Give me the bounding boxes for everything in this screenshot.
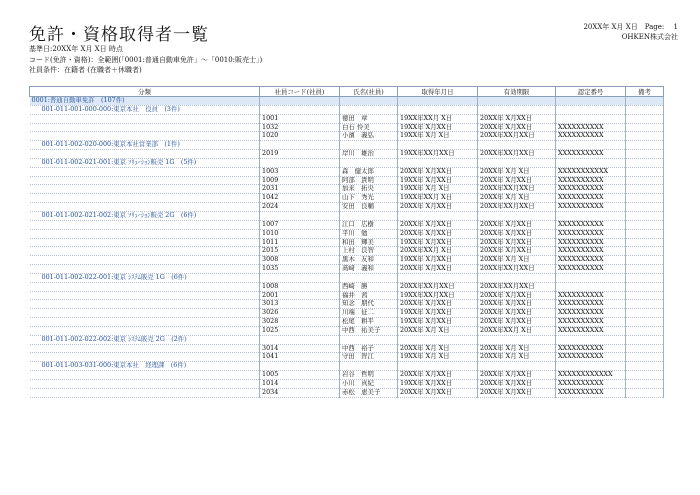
cert-number-cell: XXXXXXXXXX	[556, 194, 626, 203]
employee-code-cell: 2034	[260, 388, 340, 397]
empty-cell	[626, 335, 664, 344]
table-row	[30, 256, 664, 265]
remarks-cell	[626, 167, 664, 176]
acquired-date-cell: 20XX年 X月 X日	[398, 344, 478, 353]
expiry-date-cell: 20XX年 X月XX日	[478, 388, 556, 397]
empty-cell	[478, 335, 556, 344]
empty-cell	[626, 158, 664, 167]
employee-code-cell: 2019	[260, 150, 340, 159]
remarks-cell	[626, 256, 664, 265]
category-cell	[30, 132, 260, 141]
acquired-date-cell: 20XX年 X月 X日	[398, 326, 478, 335]
acquired-date-cell: 20XX年 X月XX日	[398, 300, 478, 309]
empty-cell	[340, 211, 398, 220]
expiry-date-cell: 20XX年 X月XX日	[478, 176, 556, 185]
category-cell	[30, 256, 260, 265]
category-cell	[30, 123, 260, 132]
cert-number-cell: XXXXXXXXXX	[556, 203, 626, 212]
employee-name-cell: 髙﨑 義和	[340, 265, 398, 274]
acquired-date-cell: 19XX年 X月XX日	[398, 380, 478, 389]
table-row	[30, 326, 664, 335]
category-cell	[30, 220, 260, 229]
empty-cell	[626, 141, 664, 150]
expiry-date-cell: 20XX年 X月 X日	[478, 167, 556, 176]
expiry-date-cell: 20XX年 X月 X日	[478, 353, 556, 362]
page-info	[583, 22, 678, 42]
expiry-date-cell: 20XX年 X月XX日	[478, 238, 556, 247]
employee-code-cell: 3014	[260, 344, 340, 353]
empty-cell	[556, 141, 626, 150]
remarks-cell	[626, 371, 664, 380]
group-row	[30, 97, 664, 106]
table-row	[30, 291, 664, 300]
cert-number-cell: XXXXXXXXXX	[556, 123, 626, 132]
category-cell	[30, 380, 260, 389]
remarks-cell	[626, 150, 664, 159]
empty-cell	[478, 97, 556, 106]
cert-number-cell: XXXXXXXXXX	[556, 300, 626, 309]
remarks-cell	[626, 265, 664, 274]
empty-cell	[260, 211, 340, 220]
cert-number-cell: XXXXXXXXXX	[556, 247, 626, 256]
category-cell	[30, 203, 260, 212]
empty-cell	[340, 335, 398, 344]
empty-cell	[340, 273, 398, 282]
expiry-date-cell: 20XX年XX月XX日	[478, 265, 556, 274]
table-row	[30, 229, 664, 238]
expiry-date-cell: 20XX年 X月XX日	[478, 300, 556, 309]
employee-code-cell: 1011	[260, 238, 340, 247]
acquired-date-cell: 19XX年XX月XX日	[398, 291, 478, 300]
remarks-cell	[626, 185, 664, 194]
employee-name-cell: 山下 秀光	[340, 194, 398, 203]
table-row	[30, 238, 664, 247]
cert-number-cell: XXXXXXXXXX	[556, 318, 626, 327]
employee-code-cell: 1020	[260, 132, 340, 141]
remarks-cell	[626, 353, 664, 362]
page-label: Page:	[644, 23, 665, 31]
empty-cell	[626, 105, 664, 114]
category-cell	[30, 229, 260, 238]
employee-name-cell: 中西 祐美子	[340, 326, 398, 335]
report-conditions	[29, 44, 262, 76]
empty-cell	[260, 141, 340, 150]
table-row	[30, 353, 664, 362]
cert-number-cell: XXXXXXXXXX	[556, 220, 626, 229]
cert-number-cell: XXXXXXXXXX	[556, 132, 626, 141]
table-header-row	[30, 87, 664, 97]
cert-number-cell: XXXXXXXXXX	[556, 185, 626, 194]
category-cell	[30, 291, 260, 300]
empty-cell	[398, 362, 478, 371]
expiry-date-cell: 20XX年 X月XX日	[478, 247, 556, 256]
col-remarks: 備考	[626, 87, 664, 97]
license-table	[29, 86, 664, 398]
remarks-cell	[626, 300, 664, 309]
employee-name-cell: 中西 裕子	[340, 344, 398, 353]
acquired-date-cell: 20XX年 X月XX日	[398, 265, 478, 274]
table-row	[30, 203, 664, 212]
employee-name-cell: 阿部 貴明	[340, 176, 398, 185]
acquired-date-cell: 20XX年 X月XX日	[398, 388, 478, 397]
remarks-cell	[626, 194, 664, 203]
subgroup-row	[30, 105, 664, 114]
employee-code-cell: 2031	[260, 185, 340, 194]
employee-name-cell: 知念 朋代	[340, 300, 398, 309]
cert-number-cell: XXXXXXXXXXX	[556, 167, 626, 176]
cert-number-cell: XXXXXXXXXXXX	[556, 371, 626, 380]
employee-name-cell: 江口 広樹	[340, 220, 398, 229]
empty-cell	[260, 273, 340, 282]
remarks-cell	[626, 114, 664, 123]
cert-number-cell	[556, 282, 626, 291]
remarks-cell	[626, 238, 664, 247]
expiry-date-cell: 20XX年 X月XX日	[478, 380, 556, 389]
empty-cell	[260, 105, 340, 114]
acquired-date-cell: 20XX年 X月XX日	[398, 371, 478, 380]
empty-cell	[260, 97, 340, 106]
employee-code-cell: 3026	[260, 309, 340, 318]
table-row	[30, 309, 664, 318]
table-row	[30, 132, 664, 141]
employee-code-cell: 1007	[260, 220, 340, 229]
table-row	[30, 123, 664, 132]
empty-cell	[478, 362, 556, 371]
employee-code-cell: 1003	[260, 167, 340, 176]
empty-cell	[556, 273, 626, 282]
table-row	[30, 150, 664, 159]
acquired-date-cell: 19XX年XX月 X日	[398, 194, 478, 203]
cert-number-cell: XXXXXXXXXX	[556, 353, 626, 362]
remarks-cell	[626, 132, 664, 141]
remarks-cell	[626, 176, 664, 185]
empty-cell	[626, 362, 664, 371]
empty-cell	[398, 141, 478, 150]
employee-code-cell: 1009	[260, 176, 340, 185]
acquired-date-cell: 19XX年 X月XX日	[398, 309, 478, 318]
expiry-date-cell: 20XX年XX月XX日	[478, 150, 556, 159]
empty-cell	[556, 97, 626, 106]
acquired-date-cell: 20XX年 X月XX日	[398, 203, 478, 212]
col-cert-number: 認定番号	[556, 87, 626, 97]
col-employee-code: 社員コード(社員)	[260, 87, 340, 97]
cert-number-cell: XXXXXXXXXX	[556, 229, 626, 238]
empty-cell	[626, 273, 664, 282]
remarks-cell	[626, 203, 664, 212]
expiry-date-cell: 20XX年 X月 X日	[478, 256, 556, 265]
employee-name-cell: 岩谷 哲明	[340, 371, 398, 380]
empty-cell	[478, 105, 556, 114]
expiry-date-cell: 20XX年 X月XX日	[478, 229, 556, 238]
employee-name-cell: 松尾 耕平	[340, 318, 398, 327]
employee-code-cell: 1042	[260, 194, 340, 203]
acquired-date-cell: 19XX年 X月 X日	[398, 353, 478, 362]
col-employee-name: 氏名(社員)	[340, 87, 398, 97]
table-row	[30, 176, 664, 185]
acquired-date-cell: 20XX年 X月XX日	[398, 229, 478, 238]
empty-cell	[398, 335, 478, 344]
employee-name-cell: 白石 怜美	[340, 123, 398, 132]
employee-name-cell: 西崎 勝	[340, 282, 398, 291]
category-cell	[30, 114, 260, 123]
subgroup-row	[30, 141, 664, 150]
empty-cell	[398, 158, 478, 167]
table-row	[30, 371, 664, 380]
remarks-cell	[626, 282, 664, 291]
table-row	[30, 318, 664, 327]
cert-number-cell: XXXXXXXXXX	[556, 326, 626, 335]
employee-code-cell: 1041	[260, 353, 340, 362]
expiry-date-cell: 20XX年 X月XX日	[478, 291, 556, 300]
category-cell	[30, 167, 260, 176]
table-row	[30, 265, 664, 274]
expiry-date-cell: 20XX年 X月 X日	[478, 344, 556, 353]
empty-cell	[478, 273, 556, 282]
acquired-date-cell: 19XX年 X月XX日	[398, 238, 478, 247]
empty-cell	[260, 158, 340, 167]
category-cell	[30, 371, 260, 380]
empty-cell	[556, 105, 626, 114]
category-cell	[30, 194, 260, 203]
group-label: 001-011-002-021-001:東京 ｿﾘｭｰｼｮﾝ販売 1G (5件)	[30, 158, 260, 167]
empty-cell	[478, 158, 556, 167]
expiry-date-cell: 20XX年XX月 X日	[478, 326, 556, 335]
expiry-date-cell: 20XX年XX月XX日	[478, 203, 556, 212]
employee-code-cell: 1025	[260, 326, 340, 335]
employee-name-cell: 川端 征二	[340, 309, 398, 318]
category-cell	[30, 353, 260, 362]
page-number: 1	[673, 23, 678, 31]
empty-cell	[556, 211, 626, 220]
table-row	[30, 282, 664, 291]
cert-number-cell: XXXXXXXXXX	[556, 265, 626, 274]
table-row	[30, 344, 664, 353]
cert-number-cell: XXXXXXXXXX	[556, 256, 626, 265]
category-cell	[30, 265, 260, 274]
remarks-cell	[626, 247, 664, 256]
employee-code-cell: 1001	[260, 114, 340, 123]
empty-cell	[398, 273, 478, 282]
cert-number-cell: XXXXXXXXXX	[556, 380, 626, 389]
expiry-date-cell: 20XX年 X月XX日	[478, 371, 556, 380]
remarks-cell	[626, 388, 664, 397]
empty-cell	[340, 97, 398, 106]
employee-code-cell: 2024	[260, 203, 340, 212]
code-range-condition: コード(免許・資格)：全範囲(「0001:普通自動車免許」～「0010:販売士」)	[29, 55, 263, 64]
empty-cell	[340, 158, 398, 167]
acquired-date-cell: 20XX年 X月XX日	[398, 220, 478, 229]
employee-condition: 社員条件：在籍者 (在職者＋休職者)	[29, 66, 142, 74]
employee-name-cell: 和田 輝美	[340, 238, 398, 247]
company-name: OHKEN株式会社	[621, 33, 678, 41]
employee-name-cell: 福井 茜	[340, 291, 398, 300]
employee-name-cell: 上村 良智	[340, 247, 398, 256]
acquired-date-cell: 20XX年 X月XX日	[398, 167, 478, 176]
employee-name-cell: 小川 真紀	[340, 380, 398, 389]
category-cell	[30, 318, 260, 327]
acquired-date-cell: 19XX年 X月 X日	[398, 185, 478, 194]
acquired-date-cell: 19XX年 X月 X日	[398, 132, 478, 141]
employee-code-cell: 3028	[260, 318, 340, 327]
empty-cell	[626, 97, 664, 106]
acquired-date-cell: 19XX年XX月XX日	[398, 150, 478, 159]
table-row	[30, 247, 664, 256]
employee-code-cell: 2015	[260, 247, 340, 256]
expiry-date-cell: 20XX年XX月XX日	[478, 282, 556, 291]
employee-code-cell: 1032	[260, 123, 340, 132]
expiry-date-cell: 20XX年XX月XX日	[478, 185, 556, 194]
category-cell	[30, 388, 260, 397]
employee-name-cell: 平川 勉	[340, 229, 398, 238]
group-label: 001-011-002-020-000:東京本社営業部 (1件)	[30, 141, 260, 150]
cert-number-cell: XXXXXXXXXX	[556, 291, 626, 300]
group-label: 001-011-002-022-002:東京 ｼｽﾃﾑ販売 2G (2件)	[30, 335, 260, 344]
employee-name-cell: 森 健太郎	[340, 167, 398, 176]
category-cell	[30, 326, 260, 335]
table-row	[30, 185, 664, 194]
employee-name-cell: 安田 良輔	[340, 203, 398, 212]
category-cell	[30, 176, 260, 185]
expiry-date-cell: 20XX年 X月 X日	[478, 194, 556, 203]
cert-number-cell: XXXXXXXXXX	[556, 150, 626, 159]
employee-code-cell: 2001	[260, 291, 340, 300]
expiry-date-cell: 20XX年 X月XX日	[478, 318, 556, 327]
col-category: 分類	[30, 87, 260, 97]
group-label: 001-011-003-031-000:東京本社 経理課 (6件)	[30, 362, 260, 371]
employee-name-cell: 黒木 友和	[340, 256, 398, 265]
remarks-cell	[626, 380, 664, 389]
subgroup-row	[30, 362, 664, 371]
remarks-cell	[626, 309, 664, 318]
employee-name-cell: 岸川 雄治	[340, 150, 398, 159]
acquired-date-cell: 19XX年 X月XX日	[398, 123, 478, 132]
subgroup-row	[30, 335, 664, 344]
empty-cell	[626, 211, 664, 220]
category-cell	[30, 344, 260, 353]
empty-cell	[478, 141, 556, 150]
group-label: 0001:普通自動車免許 (107件)	[30, 97, 260, 106]
cert-number-cell: XXXXXXXXXX	[556, 238, 626, 247]
table-row	[30, 167, 664, 176]
acquired-date-cell: 20XX年XX月 X日	[398, 247, 478, 256]
cert-number-cell: XXXXXXXXXX	[556, 176, 626, 185]
acquired-date-cell: 19XX年 X月XX日	[398, 318, 478, 327]
employee-code-cell: 1008	[260, 282, 340, 291]
empty-cell	[260, 362, 340, 371]
cert-number-cell: XXXXXXXXXX	[556, 344, 626, 353]
group-label: 001-011-002-021-002:東京 ｿﾘｭｰｼｮﾝ販売 2G (6件)	[30, 211, 260, 220]
remarks-cell	[626, 291, 664, 300]
empty-cell	[398, 211, 478, 220]
employee-code-cell: 1014	[260, 380, 340, 389]
category-cell	[30, 150, 260, 159]
employee-name-cell: 赤松 恵美子	[340, 388, 398, 397]
table-body	[30, 97, 664, 398]
col-expiry-date: 有効期限	[478, 87, 556, 97]
group-label: 001-011-001-000-000:東京本社 役員 (3件)	[30, 105, 260, 114]
acquired-date-cell: 19XX年 X月XX日	[398, 256, 478, 265]
remarks-cell	[626, 123, 664, 132]
table-row	[30, 220, 664, 229]
empty-cell	[340, 141, 398, 150]
expiry-date-cell: 20XX年 X月XX日	[478, 220, 556, 229]
col-acquired-date: 取得年月日	[398, 87, 478, 97]
employee-name-cell: 加来 拓央	[340, 185, 398, 194]
group-label: 001-011-002-022-001:東京 ｼｽﾃﾑ販売 1G (6件)	[30, 273, 260, 282]
table-row	[30, 388, 664, 397]
empty-cell	[556, 362, 626, 371]
employee-code-cell: 1035	[260, 265, 340, 274]
empty-cell	[478, 211, 556, 220]
remarks-cell	[626, 318, 664, 327]
category-cell	[30, 309, 260, 318]
category-cell	[30, 238, 260, 247]
acquired-date-cell: 19XX年 X月XX日	[398, 176, 478, 185]
subgroup-row	[30, 273, 664, 282]
expiry-date-cell: 20XX年 X月XX日	[478, 114, 556, 123]
category-cell	[30, 300, 260, 309]
employee-name-cell: 小濱 義弘	[340, 132, 398, 141]
subgroup-row	[30, 211, 664, 220]
subgroup-row	[30, 158, 664, 167]
cert-number-cell: XXXXXXXXXX	[556, 309, 626, 318]
acquired-date-cell: 20XX年XX月XX日	[398, 282, 478, 291]
employee-name-cell: 徳田 章	[340, 114, 398, 123]
remarks-cell	[626, 326, 664, 335]
table-row	[30, 114, 664, 123]
base-date-condition: 基準日:20XX年 X月 X日 時点	[29, 45, 123, 53]
table-row	[30, 194, 664, 203]
category-cell	[30, 185, 260, 194]
empty-cell	[398, 97, 478, 106]
table-row	[30, 380, 664, 389]
report-title: 免許・資格取得者一覧	[29, 25, 209, 45]
employee-code-cell: 3008	[260, 256, 340, 265]
remarks-cell	[626, 344, 664, 353]
remarks-cell	[626, 229, 664, 238]
empty-cell	[556, 335, 626, 344]
report-date: 20XX年 X月 X日	[583, 23, 638, 31]
employee-code-cell: 1005	[260, 371, 340, 380]
cert-number-cell	[556, 114, 626, 123]
employee-name-cell: 守田 智江	[340, 353, 398, 362]
employee-code-cell: 3013	[260, 300, 340, 309]
empty-cell	[398, 105, 478, 114]
expiry-date-cell: 20XX年 X月XX日	[478, 309, 556, 318]
category-cell	[30, 282, 260, 291]
cert-number-cell: XXXXXXXXXX	[556, 388, 626, 397]
remarks-cell	[626, 220, 664, 229]
empty-cell	[260, 335, 340, 344]
table-row	[30, 300, 664, 309]
acquired-date-cell: 19XX年XX月 X日	[398, 114, 478, 123]
empty-cell	[340, 105, 398, 114]
employee-code-cell: 1010	[260, 229, 340, 238]
empty-cell	[556, 158, 626, 167]
expiry-date-cell: 20XX年XX月XX日	[478, 132, 556, 141]
category-cell	[30, 247, 260, 256]
expiry-date-cell: 20XX年 X月XX日	[478, 123, 556, 132]
empty-cell	[340, 362, 398, 371]
